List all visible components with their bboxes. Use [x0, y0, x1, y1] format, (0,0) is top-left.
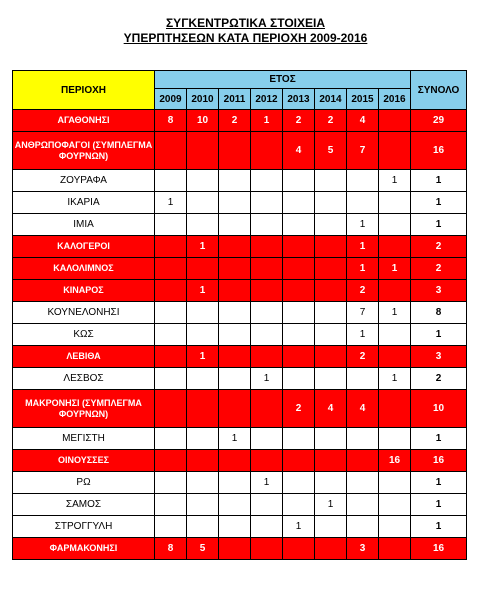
year-value-cell	[155, 494, 187, 516]
year-value-cell	[219, 450, 251, 472]
year-value-cell	[379, 494, 411, 516]
year-value-cell	[219, 214, 251, 236]
year-value-cell	[251, 538, 283, 560]
year-value-cell	[251, 324, 283, 346]
year-cell: 2016	[379, 89, 411, 110]
year-value-cell	[187, 192, 219, 214]
region-name: ΜΕΓΙΣΤΗ	[13, 428, 155, 450]
year-value-cell	[379, 390, 411, 428]
total-cell: 16	[411, 450, 467, 472]
year-value-cell	[251, 170, 283, 192]
year-cell: 2014	[315, 89, 347, 110]
year-value-cell	[187, 258, 219, 280]
year-value-cell	[283, 258, 315, 280]
region-header: ΠΕΡΙΟΧΗ	[13, 71, 155, 110]
year-value-cell	[187, 170, 219, 192]
table-row	[13, 302, 467, 324]
year-value-cell	[187, 516, 219, 538]
title-line-1: ΣΥΓΚΕΝΤΡΩΤΙΚΑ ΣΤΟΙΧΕΙΑ	[165, 16, 326, 30]
year-value-cell	[219, 236, 251, 258]
year-value-cell	[219, 472, 251, 494]
year-value-cell	[379, 346, 411, 368]
year-value-cell	[347, 428, 379, 450]
year-value-cell	[315, 450, 347, 472]
violations-table	[12, 70, 467, 560]
year-value-cell	[251, 258, 283, 280]
year-value-cell	[315, 302, 347, 324]
year-value-cell	[315, 258, 347, 280]
table-row	[13, 258, 467, 280]
table-row	[13, 132, 467, 170]
year-value-cell	[155, 170, 187, 192]
year-value-cell: 1	[187, 236, 219, 258]
table-row	[13, 538, 467, 560]
year-value-cell	[315, 324, 347, 346]
year-value-cell	[283, 450, 315, 472]
year-value-cell: 2	[283, 390, 315, 428]
year-value-cell	[379, 516, 411, 538]
year-value-cell	[251, 236, 283, 258]
total-cell: 1	[411, 428, 467, 450]
region-name: ΟΙΝΟΥΣΣΕΣ	[13, 450, 155, 472]
year-cell: 2009	[155, 89, 187, 110]
year-value-cell	[315, 214, 347, 236]
year-value-cell	[347, 368, 379, 390]
year-value-cell	[379, 428, 411, 450]
year-value-cell	[283, 170, 315, 192]
total-cell: 1	[411, 494, 467, 516]
table-row	[13, 472, 467, 494]
year-value-cell	[219, 346, 251, 368]
year-value-cell	[155, 214, 187, 236]
total-cell: 2	[411, 236, 467, 258]
year-value-cell: 1	[347, 236, 379, 258]
year-value-cell: 1	[155, 192, 187, 214]
year-value-cell	[347, 170, 379, 192]
total-cell: 16	[411, 132, 467, 170]
year-value-cell	[187, 472, 219, 494]
table-row	[13, 346, 467, 368]
year-value-cell: 2	[219, 110, 251, 132]
year-value-cell	[283, 428, 315, 450]
total-cell: 8	[411, 302, 467, 324]
year-value-cell	[219, 170, 251, 192]
year-value-cell	[315, 368, 347, 390]
year-value-cell	[187, 368, 219, 390]
year-value-cell	[219, 324, 251, 346]
year-cell: 2012	[251, 89, 283, 110]
year-value-cell: 2	[347, 280, 379, 302]
year-value-cell	[347, 494, 379, 516]
year-value-cell	[155, 280, 187, 302]
year-value-cell	[251, 132, 283, 170]
year-value-cell: 1	[347, 258, 379, 280]
year-value-cell	[155, 428, 187, 450]
year-value-cell	[187, 214, 219, 236]
year-value-cell	[283, 494, 315, 516]
year-value-cell: 2	[283, 110, 315, 132]
total-cell: 1	[411, 516, 467, 538]
region-name: ΖΟΥΡΑΦΑ	[13, 170, 155, 192]
year-value-cell	[251, 302, 283, 324]
table-row	[13, 170, 467, 192]
year-cell: 2013	[283, 89, 315, 110]
year-value-cell	[187, 132, 219, 170]
year-value-cell: 4	[283, 132, 315, 170]
total-cell: 29	[411, 110, 467, 132]
year-value-cell	[219, 280, 251, 302]
table-row	[13, 236, 467, 258]
year-value-cell	[251, 428, 283, 450]
table-row	[13, 494, 467, 516]
year-value-cell	[283, 236, 315, 258]
year-value-cell: 4	[347, 390, 379, 428]
title-line-2: ΥΠΕΡΠΤΗΣΕΩΝ ΚΑΤΑ ΠΕΡΙΟΧΗ 2009-2016	[123, 31, 368, 45]
year-value-cell: 1	[347, 214, 379, 236]
year-value-cell	[155, 450, 187, 472]
year-cell: 2015	[347, 89, 379, 110]
total-cell: 2	[411, 258, 467, 280]
table-row	[13, 390, 467, 428]
year-value-cell: 5	[187, 538, 219, 560]
year-value-cell: 1	[379, 302, 411, 324]
total-cell: 1	[411, 170, 467, 192]
table-row	[13, 110, 467, 132]
year-value-cell	[219, 516, 251, 538]
year-value-cell	[155, 516, 187, 538]
year-value-cell	[251, 494, 283, 516]
year-value-cell: 7	[347, 302, 379, 324]
year-value-cell	[283, 302, 315, 324]
total-cell: 3	[411, 346, 467, 368]
region-name: ΙΚΑΡΙΑ	[13, 192, 155, 214]
year-value-cell	[155, 302, 187, 324]
region-name: ΚΟΥΝΕΛΟΝΗΣΙ	[13, 302, 155, 324]
region-name: ΚΑΛΟΛΙΜΝΟΣ	[13, 258, 155, 280]
year-value-cell: 5	[315, 132, 347, 170]
year-value-cell	[379, 132, 411, 170]
year-value-cell: 4	[347, 110, 379, 132]
year-value-cell	[315, 170, 347, 192]
year-value-cell	[347, 450, 379, 472]
table-body	[13, 110, 467, 560]
year-value-cell: 1	[251, 472, 283, 494]
total-cell: 10	[411, 390, 467, 428]
year-value-cell: 1	[187, 280, 219, 302]
year-value-cell: 1	[219, 428, 251, 450]
year-value-cell	[251, 450, 283, 472]
year-value-cell	[187, 494, 219, 516]
total-cell: 1	[411, 192, 467, 214]
year-value-cell	[251, 192, 283, 214]
year-header: ΕΤΟΣ	[155, 71, 411, 89]
year-value-cell: 2	[315, 110, 347, 132]
table-row	[13, 280, 467, 302]
table-row	[13, 516, 467, 538]
table-row	[13, 428, 467, 450]
region-name: ΣΑΜΟΣ	[13, 494, 155, 516]
year-value-cell	[155, 472, 187, 494]
year-value-cell	[379, 324, 411, 346]
year-value-cell	[251, 214, 283, 236]
total-cell: 1	[411, 214, 467, 236]
year-value-cell	[187, 324, 219, 346]
year-value-cell: 1	[347, 324, 379, 346]
year-value-cell	[219, 258, 251, 280]
year-value-cell	[219, 368, 251, 390]
region-name: ΛΕΒΙΘΑ	[13, 346, 155, 368]
year-value-cell	[379, 214, 411, 236]
year-value-cell	[251, 390, 283, 428]
year-value-cell: 1	[379, 170, 411, 192]
region-name: ΛΕΣΒΟΣ	[13, 368, 155, 390]
year-value-cell	[283, 472, 315, 494]
year-value-cell	[155, 132, 187, 170]
year-value-cell	[347, 192, 379, 214]
year-value-cell	[379, 110, 411, 132]
year-value-cell: 1	[251, 368, 283, 390]
year-value-cell: 10	[187, 110, 219, 132]
year-value-cell	[283, 280, 315, 302]
year-value-cell	[251, 516, 283, 538]
year-value-cell: 1	[379, 368, 411, 390]
year-value-cell	[379, 538, 411, 560]
region-name: ΑΓΑΘΟΝΗΣΙ	[13, 110, 155, 132]
year-value-cell	[315, 428, 347, 450]
year-value-cell: 8	[155, 110, 187, 132]
year-value-cell	[155, 258, 187, 280]
year-value-cell	[219, 302, 251, 324]
year-cell: 2011	[219, 89, 251, 110]
year-value-cell: 2	[347, 346, 379, 368]
total-cell: 1	[411, 324, 467, 346]
year-value-cell	[283, 324, 315, 346]
table-row	[13, 214, 467, 236]
year-value-cell	[315, 192, 347, 214]
year-value-cell: 8	[155, 538, 187, 560]
year-value-cell: 1	[315, 494, 347, 516]
year-value-cell	[379, 192, 411, 214]
table-row	[13, 324, 467, 346]
year-cell: 2010	[187, 89, 219, 110]
year-value-cell: 7	[347, 132, 379, 170]
region-name: ΚΑΛΟΓΕΡΟΙ	[13, 236, 155, 258]
year-value-cell: 3	[347, 538, 379, 560]
region-name: ΚΙΝΑΡΟΣ	[13, 280, 155, 302]
year-value-cell: 1	[251, 110, 283, 132]
year-value-cell	[315, 346, 347, 368]
year-value-cell	[251, 346, 283, 368]
year-value-cell	[315, 516, 347, 538]
year-value-cell: 1	[283, 516, 315, 538]
year-value-cell	[219, 494, 251, 516]
year-value-cell	[187, 390, 219, 428]
year-value-cell	[315, 280, 347, 302]
region-name: ΣΤΡΟΓΓΥΛΗ	[13, 516, 155, 538]
year-value-cell	[187, 428, 219, 450]
year-value-cell	[251, 280, 283, 302]
total-cell: 2	[411, 368, 467, 390]
year-value-cell	[379, 472, 411, 494]
year-value-cell	[283, 368, 315, 390]
year-value-cell	[283, 346, 315, 368]
year-value-cell	[187, 302, 219, 324]
year-value-cell	[219, 192, 251, 214]
year-value-cell: 1	[379, 258, 411, 280]
year-value-cell	[315, 472, 347, 494]
year-value-cell	[187, 450, 219, 472]
year-value-cell	[315, 236, 347, 258]
year-value-cell	[155, 324, 187, 346]
year-value-cell	[283, 192, 315, 214]
year-value-cell	[379, 236, 411, 258]
table-row	[13, 368, 467, 390]
table-row	[13, 450, 467, 472]
year-value-cell	[155, 390, 187, 428]
total-cell: 16	[411, 538, 467, 560]
year-value-cell	[219, 538, 251, 560]
year-value-cell	[155, 236, 187, 258]
year-value-cell	[219, 132, 251, 170]
table-row	[13, 192, 467, 214]
region-name: ΡΩ	[13, 472, 155, 494]
total-header: ΣΥΝΟΛΟ	[411, 71, 467, 110]
year-value-cell	[347, 472, 379, 494]
document-title	[0, 16, 491, 46]
region-name: ΑΝΘΡΩΠΟΦΑΓΟΙ (ΣΥΜΠΛΕΓΜΑ ΦΟΥΡΝΩΝ)	[13, 132, 155, 170]
year-value-cell	[347, 516, 379, 538]
year-value-cell	[315, 538, 347, 560]
year-value-cell	[283, 214, 315, 236]
year-value-cell	[155, 346, 187, 368]
year-value-cell	[283, 538, 315, 560]
year-value-cell: 4	[315, 390, 347, 428]
region-name: ΜΑΚΡΟΝΗΣΙ (ΣΥΜΠΛΕΓΜΑ ΦΟΥΡΝΩΝ)	[13, 390, 155, 428]
year-value-cell: 16	[379, 450, 411, 472]
year-value-cell	[379, 280, 411, 302]
region-name: ΦΑΡΜΑΚΟΝΗΣΙ	[13, 538, 155, 560]
year-value-cell	[155, 368, 187, 390]
year-value-cell	[219, 390, 251, 428]
year-value-cell: 1	[187, 346, 219, 368]
total-cell: 1	[411, 472, 467, 494]
region-name: ΙΜΙΑ	[13, 214, 155, 236]
region-name: ΚΩΣ	[13, 324, 155, 346]
total-cell: 3	[411, 280, 467, 302]
